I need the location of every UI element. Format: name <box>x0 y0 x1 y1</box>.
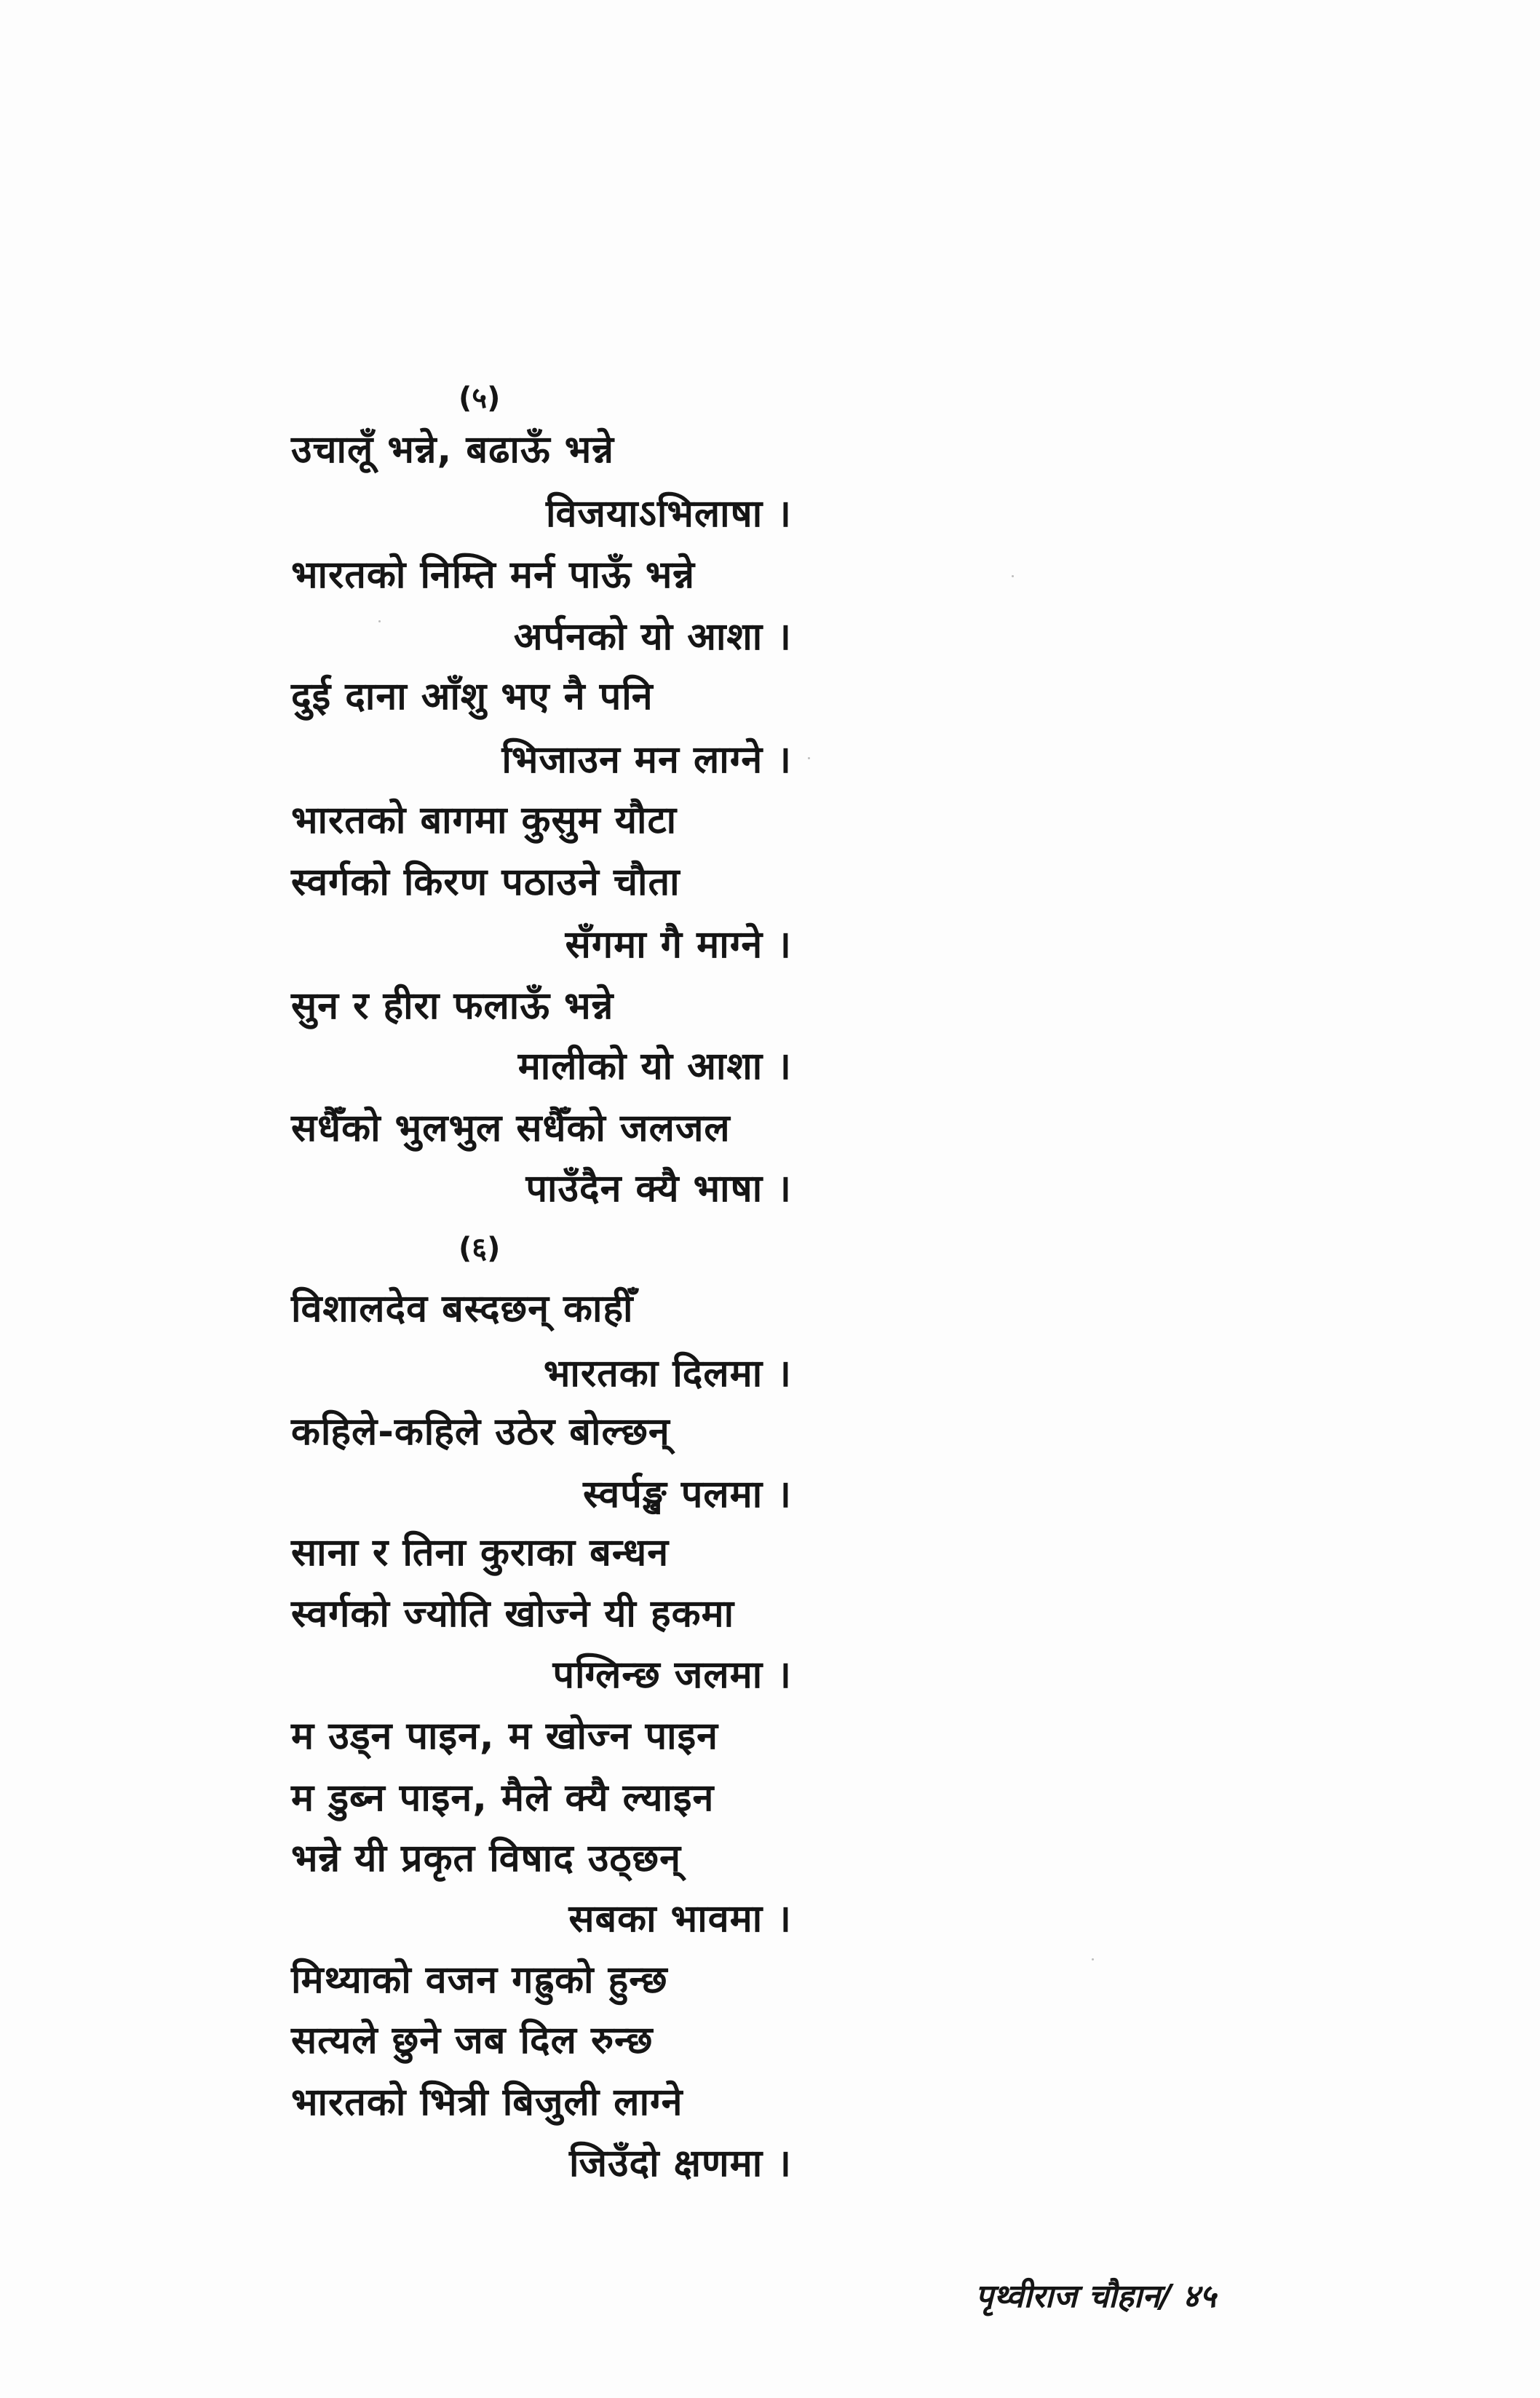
poem-line: साना र तिना कुराका बन्धन <box>291 1531 670 1575</box>
poem-line: स्वर्गको किरण पठाउने चौता <box>291 860 680 904</box>
poem-line: विजयाऽभिलाषा । <box>546 492 792 536</box>
poem-line: भन्ने यी प्रकृत विषाद उठ्छन् <box>291 1837 681 1880</box>
poem-line: पाउँदैन क्यै भाषा । <box>525 1167 792 1211</box>
poem-line: सुन र हीरा फलाऊँ भन्ने <box>291 984 614 1028</box>
poem-line: जिउँदो क्षणमा । <box>569 2142 792 2185</box>
poem-line: भारतको भित्री बिजुली लाग्ने <box>291 2081 683 2124</box>
poem-line: भारतको बागमा कुसुम यौटा <box>291 799 678 842</box>
poem-line: स्वर्गको ज्योति खोज्ने यी हकमा <box>291 1592 735 1636</box>
scan-speck <box>808 757 810 759</box>
poem-line: कहिले-कहिले उठेर बोल्छन् <box>291 1410 670 1454</box>
poem-line: मालीको यो आशा । <box>517 1045 792 1088</box>
poem-line: विशालदेव बस्दछन् काहीँ <box>291 1287 634 1331</box>
poem-line: म डुब्न पाइन, मैले क्यै ल्याइन <box>291 1776 715 1820</box>
poem-line: पग्लिन्छ जलमा । <box>552 1653 792 1697</box>
poem-line: उचालूँ भन्ने, बढाऊँ भन्ने <box>291 428 614 472</box>
poem-line: भारतका दिलमा । <box>543 1352 792 1396</box>
poem-line: भिजाउन मन लाग्ने । <box>501 738 792 782</box>
poem-line: सँगमा गै माग्ने । <box>565 923 792 967</box>
running-footer: पृथ्वीराज चौहान/ ४५ <box>975 2278 1216 2315</box>
stanza-number: (५) <box>459 381 501 415</box>
poem-line: मिथ्याको वजन गह्रुको हुन्छ <box>291 1958 668 2002</box>
scan-speck <box>378 620 381 622</box>
poem-line: सधैँको भुलभुल सधैँको जलजल <box>291 1107 731 1150</box>
poem-line: म उड्न पाइन, म खोज्न पाइन <box>291 1714 719 1758</box>
poem-line: अर्पनको यो आशा । <box>513 615 792 659</box>
poem-line: सबका भावमा । <box>568 1897 792 1941</box>
poem-line: सत्यले छुने जब दिल रुन्छ <box>291 2019 654 2062</box>
poem-line: भारतको निम्ति मर्न पाऊँ भन्ने <box>291 553 696 597</box>
poem-line: स्वर्पङ्ख पलमा । <box>583 1473 792 1516</box>
scan-speck <box>1012 575 1014 577</box>
scan-speck <box>1092 1958 1094 1960</box>
poem-line: दुई दाना आँशु भए नै पनि <box>291 675 654 719</box>
stanza-number: (६) <box>459 1232 501 1265</box>
